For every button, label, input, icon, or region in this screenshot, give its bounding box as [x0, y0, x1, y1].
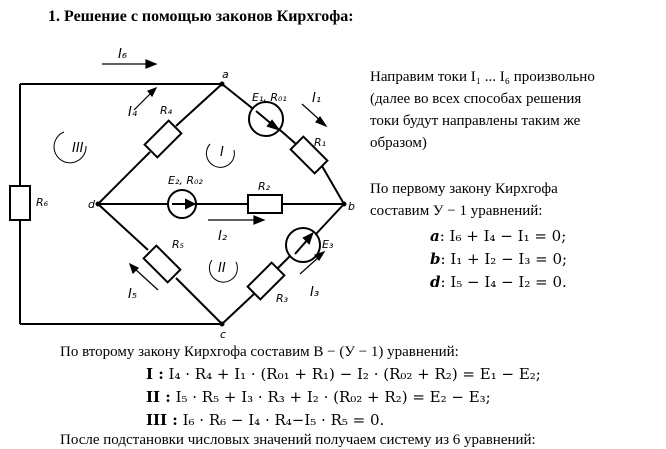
loop-3-label: III: [72, 141, 84, 156]
label-r5: R₅: [172, 238, 185, 251]
node-c-label: c: [220, 328, 227, 340]
label-e2: E₂, R₀₂: [168, 174, 203, 187]
system-paragraph: После подстановки числовых значений получаем систему из 6 уравнений:: [60, 432, 536, 448]
kcl-equation: b: I₁ + I₂ − I₃ = 0;: [430, 250, 568, 268]
label-i5: I₅: [128, 287, 138, 302]
circuit-diagram: [0, 40, 360, 340]
label-i3: I₃: [310, 285, 320, 300]
resistor-r4: [145, 121, 182, 158]
label-r4: R₄: [160, 104, 173, 117]
label-i6: I₆: [118, 47, 128, 62]
loop-2-label: II: [218, 261, 226, 276]
resistor-r5: [144, 246, 181, 283]
label-r1: R₁: [314, 136, 327, 149]
label-r3: R₃: [276, 292, 289, 305]
label-e3: E₃: [322, 238, 334, 251]
kcl-equation: a: I₆ + I₄ − I₁ = 0;: [430, 227, 567, 245]
label-r6: R₆: [36, 196, 49, 209]
kvl-equation: I : I₄ · R₄ + I₁ · (R₀₁ + R₁) − I₂ · (R₀₂ + R₂) = E₁ − E₂;: [146, 365, 541, 383]
label-i1: I₁: [312, 91, 322, 106]
kcl-equation: d: I₅ − I₄ − I₂ = 0.: [430, 273, 567, 291]
node-d-label: d: [88, 198, 95, 211]
kcl-intro: По первому закону Кирхгофа составим У − 1 уравнений:: [370, 181, 558, 219]
kvl-equations: [146, 363, 541, 432]
kcl-equations: [430, 225, 567, 294]
resistor-r6: [10, 186, 30, 220]
node-b-label: b: [348, 200, 355, 213]
loop-1-label: I: [220, 145, 224, 160]
section-heading: 1. Решение с помощью законов Кирхгофа:: [48, 8, 354, 25]
resistor-r2: [248, 195, 282, 213]
label-i4: I₄: [128, 105, 138, 120]
kvl-equation: III : I₆ · R₆ − I₄ · R₄−I₅ · R₅ = 0.: [146, 411, 385, 429]
node-a-label: a: [222, 68, 229, 81]
kvl-intro: По второму закону Кирхгофа составим В − (У − 1) уравнений:: [60, 344, 459, 360]
label-r2: R₂: [258, 180, 271, 193]
label-i2: I₂: [218, 229, 228, 244]
label-e1: E₁, R₀₁: [252, 91, 287, 104]
intro-paragraph: Направим токи I₁ ... I₆ произвольно (далее во всех способах решения токи будут направлены таким же образом): [370, 69, 595, 151]
kvl-equation: II : I₅ · R₅ + I₃ · R₃ + I₂ · (R₀₂ + R₂) = E₂ − E₃;: [146, 388, 491, 406]
